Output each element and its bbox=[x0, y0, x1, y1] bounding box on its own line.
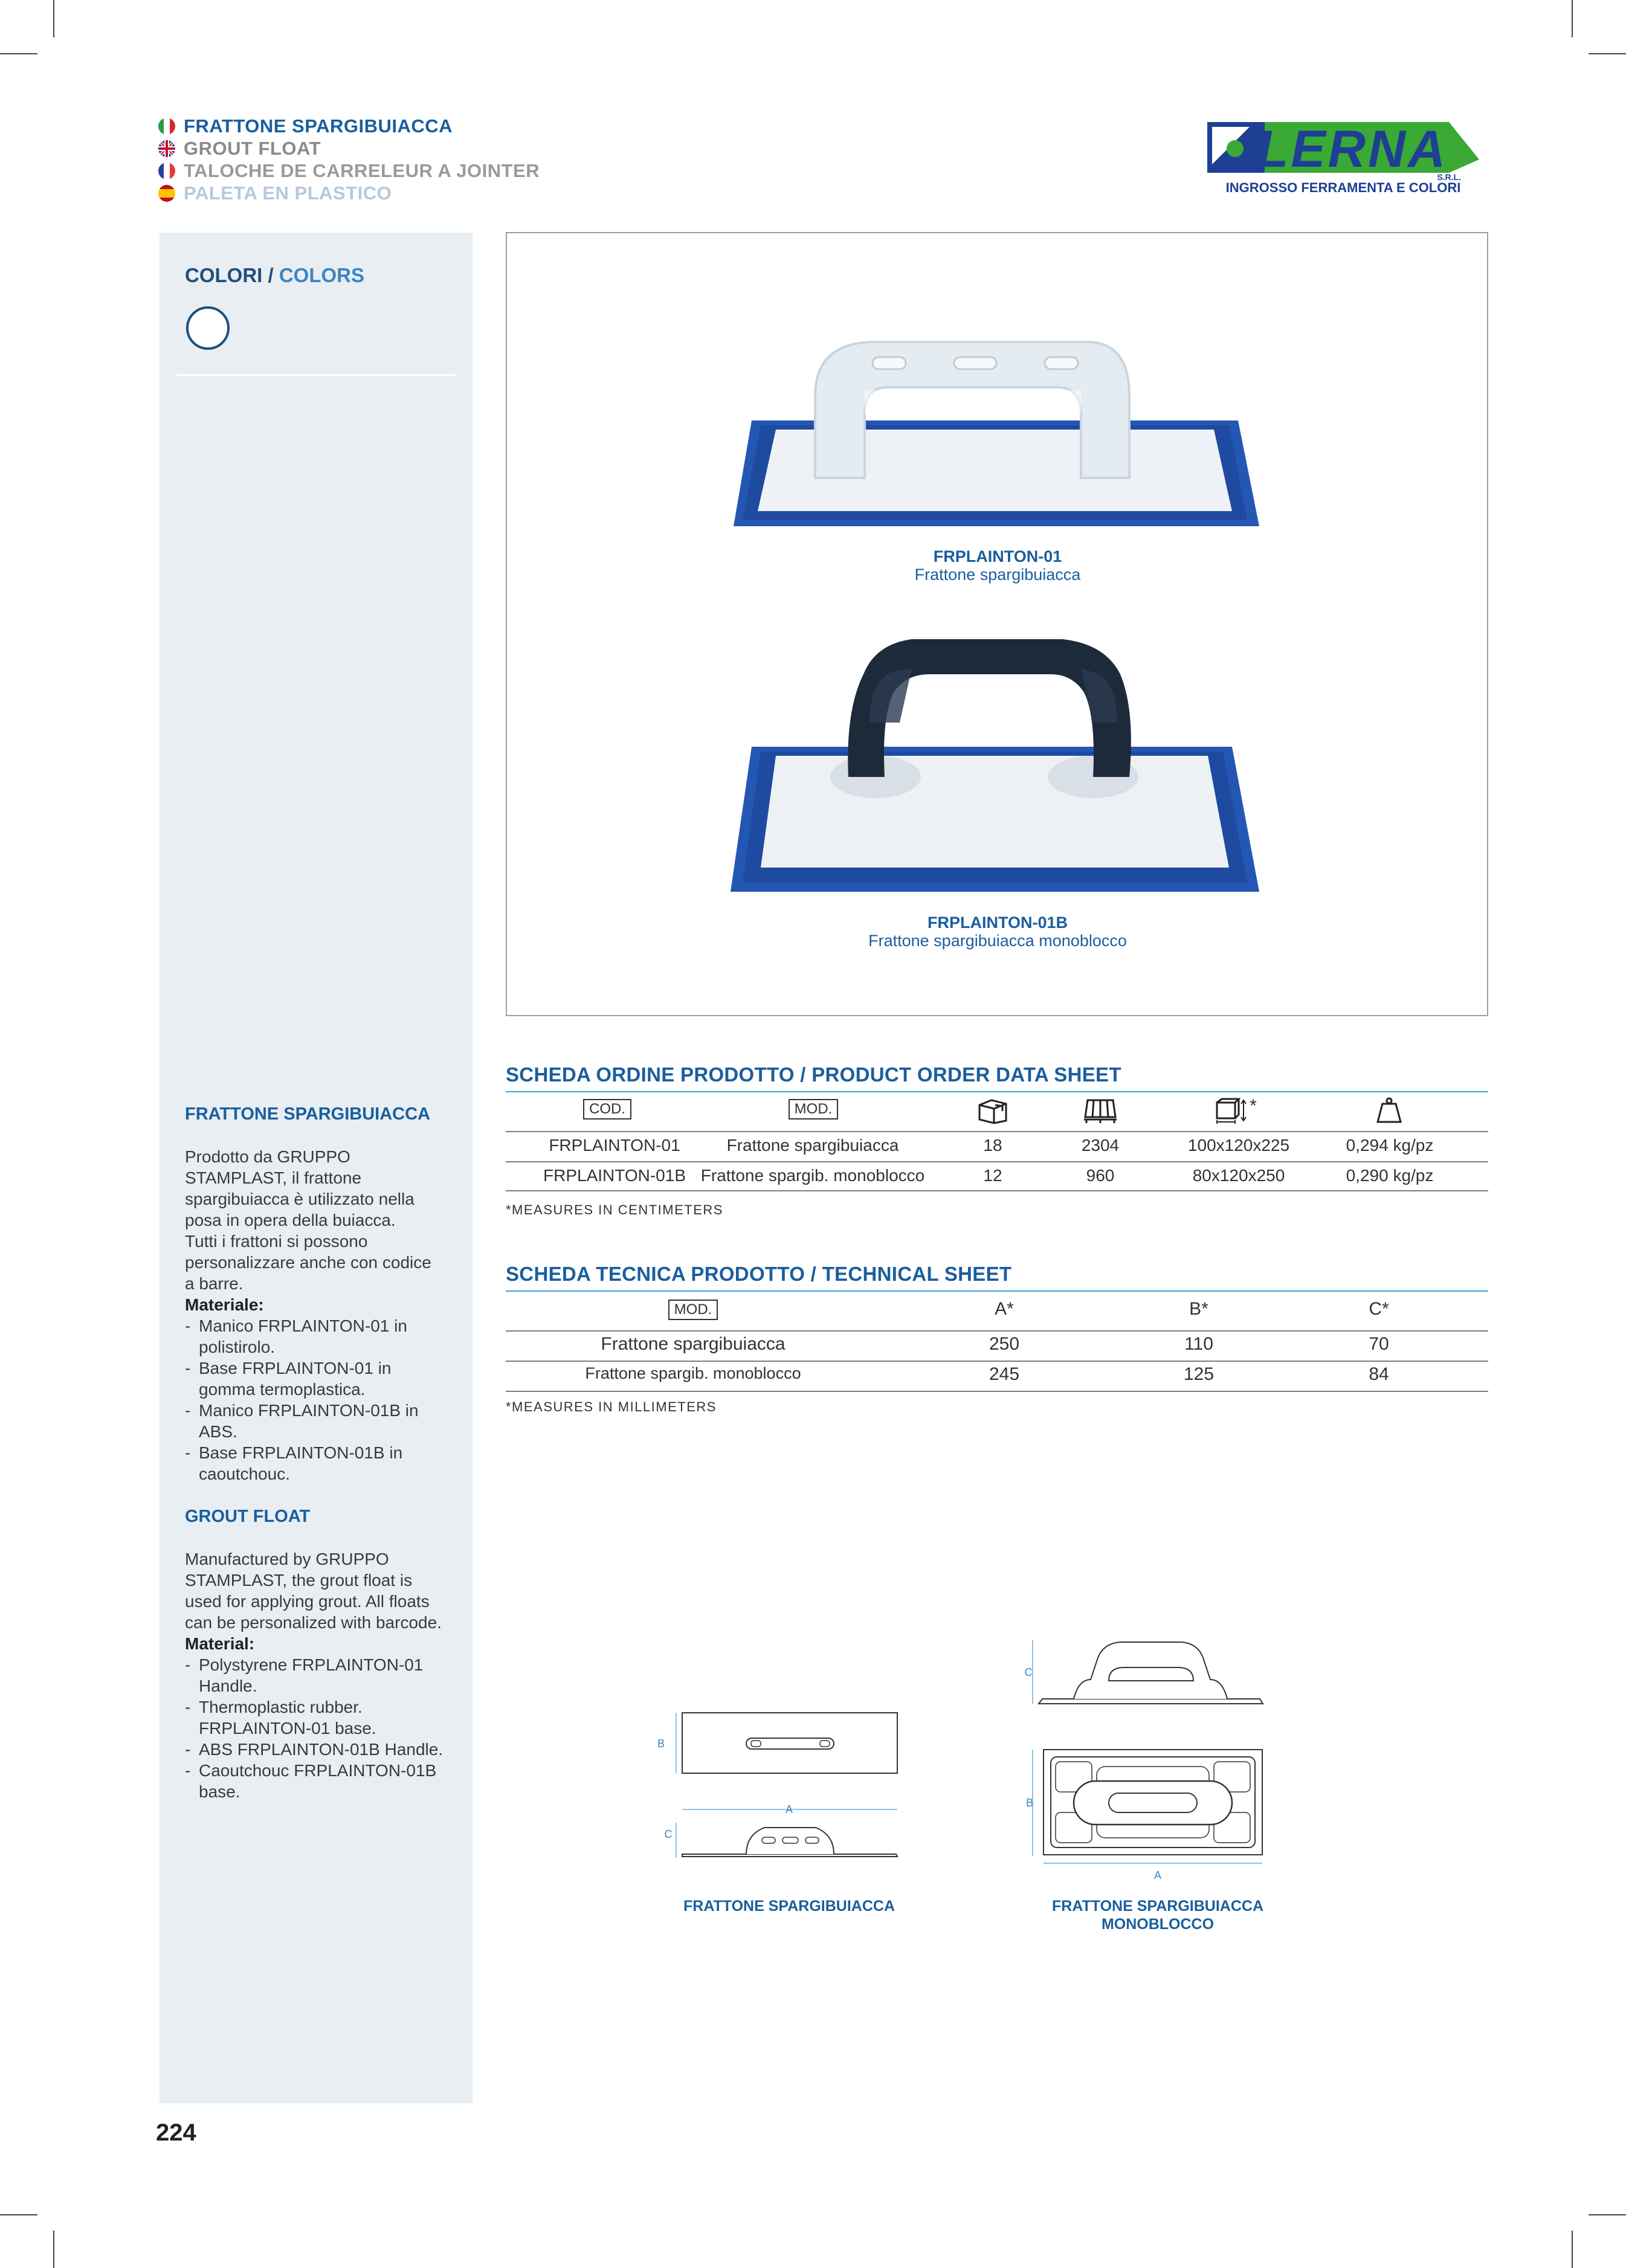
body-line: STAMPLAST, the grout float is bbox=[185, 1571, 413, 1590]
order-row-2-weight: 0,290 kg/pz bbox=[1346, 1166, 1434, 1185]
material-item: - Manico FRPLAINTON-01 in polistirolo. bbox=[185, 1316, 407, 1356]
france-flag-icon bbox=[158, 163, 175, 179]
box-icon bbox=[977, 1097, 1008, 1124]
crop-mark bbox=[53, 0, 54, 37]
crop-mark bbox=[1589, 2214, 1626, 2215]
dimensions-icon bbox=[1215, 1095, 1252, 1126]
dimensions-star: * bbox=[1250, 1096, 1257, 1116]
weight-icon bbox=[1375, 1097, 1403, 1124]
body-line: STAMPLAST, il frattone bbox=[185, 1168, 362, 1187]
caption-frplainton-01 bbox=[756, 547, 1239, 584]
tech-row-rule bbox=[506, 1361, 1488, 1362]
title-en: GROUT FLOAT bbox=[184, 137, 321, 159]
tech-sheet-rule bbox=[506, 1290, 1488, 1292]
tech-row-1-mod: Frattone spargibuiacca bbox=[601, 1334, 786, 1354]
description-it bbox=[185, 1104, 457, 1484]
title-row-it bbox=[158, 115, 540, 137]
item-line: FRPLAINTON-01 base. bbox=[199, 1719, 376, 1738]
order-col-cod bbox=[577, 1098, 637, 1120]
colors-title bbox=[185, 264, 364, 287]
material-item: - Thermoplastic rubber. FRPLAINTON-01 base. bbox=[185, 1698, 376, 1738]
title-row-en bbox=[158, 137, 540, 159]
material-label-it: Materiale: bbox=[185, 1295, 264, 1314]
tech-col-mod bbox=[663, 1299, 723, 1320]
order-row-1-mod: Frattone spargibuiacca bbox=[726, 1136, 899, 1155]
caption-code: FRPLAINTON-01B bbox=[927, 913, 1068, 932]
mod-header-label: MOD. bbox=[789, 1099, 839, 1120]
order-row-2-cod: FRPLAINTON-01B bbox=[543, 1166, 686, 1185]
title-row-fr bbox=[158, 159, 540, 182]
item-line: ABS. bbox=[199, 1422, 237, 1441]
crop-mark bbox=[0, 2214, 37, 2215]
product-photos bbox=[506, 232, 1488, 1016]
product-photo-frplainton-01b bbox=[694, 626, 1305, 892]
dim-a-left: A bbox=[785, 1803, 793, 1815]
body-line: can be personalized with barcode. bbox=[185, 1613, 442, 1632]
item-line: Polystyrene FRPLAINTON-01 bbox=[199, 1655, 424, 1674]
item-line: ABS FRPLAINTON-01B Handle. bbox=[199, 1740, 444, 1759]
tech-row-1-a: 250 bbox=[989, 1334, 1020, 1354]
description-en-heading: GROUT FLOAT bbox=[185, 1507, 311, 1526]
material-item: - Base FRPLAINTON-01 in gomma termoplastica. bbox=[185, 1359, 392, 1399]
pallet-icon bbox=[1083, 1097, 1118, 1124]
tech-row-1-b: 110 bbox=[1184, 1334, 1213, 1354]
tech-row-1-c: 70 bbox=[1369, 1334, 1389, 1354]
drawing-label-right-line1: FRATTONE SPARGIBUIACCA bbox=[1052, 1898, 1263, 1915]
spain-flag-icon bbox=[158, 185, 175, 202]
order-row-rule bbox=[506, 1190, 1488, 1191]
body-line: posa in opera della buiacca. bbox=[185, 1211, 396, 1229]
order-col-mod bbox=[783, 1098, 844, 1120]
order-row-1-pallet: 2304 bbox=[1081, 1136, 1120, 1155]
tech-col-b: B* bbox=[1189, 1299, 1208, 1319]
cod-header-label: COD. bbox=[583, 1099, 631, 1120]
dim-c-right: C bbox=[1024, 1666, 1033, 1678]
caption-frplainton-01b bbox=[756, 913, 1239, 950]
crop-mark bbox=[1589, 53, 1626, 54]
material-item: - Polystyrene FRPLAINTON-01 Handle. bbox=[185, 1655, 424, 1695]
item-line: polistirolo. bbox=[199, 1338, 276, 1356]
order-row-rule bbox=[506, 1161, 1488, 1162]
header-titles bbox=[158, 115, 540, 204]
color-swatch-white bbox=[186, 306, 230, 350]
tech-col-a: A* bbox=[995, 1299, 1014, 1319]
description-it-body bbox=[185, 1146, 457, 1294]
caption-name: Frattone spargibuiacca bbox=[914, 565, 1081, 584]
svg-text:INGROSSO FERRAMENTA E COLORI: INGROSSO FERRAMENTA E COLORI bbox=[1225, 180, 1461, 195]
description-it-heading: FRATTONE SPARGIBUIACCA bbox=[185, 1104, 430, 1124]
order-sheet-title: SCHEDA ORDINE PRODOTTO / PRODUCT ORDER DATA SHEET bbox=[506, 1063, 1121, 1086]
caption-name: Frattone spargibuiacca monoblocco bbox=[868, 932, 1127, 950]
body-line: used for applying grout. All floats bbox=[185, 1592, 430, 1611]
caption-code: FRPLAINTON-01 bbox=[933, 547, 1062, 565]
item-line: Base FRPLAINTON-01B in bbox=[199, 1443, 403, 1462]
order-row-1-box: 18 bbox=[983, 1136, 1002, 1155]
order-row-1-cod: FRPLAINTON-01 bbox=[549, 1136, 680, 1155]
crop-mark bbox=[0, 53, 37, 54]
material-item: - Manico FRPLAINTON-01B in ABS. bbox=[185, 1401, 419, 1441]
title-fr: TALOCHE DE CARRELEUR A JOINTER bbox=[184, 159, 540, 181]
title-row-es bbox=[158, 182, 540, 204]
material-item: - Base FRPLAINTON-01B in caoutchouc. bbox=[185, 1443, 403, 1483]
tech-row-2-b: 125 bbox=[1183, 1364, 1215, 1384]
description-en-body bbox=[185, 1548, 457, 1633]
uk-flag-icon bbox=[158, 140, 175, 157]
drawing-monoblocco bbox=[1024, 1631, 1272, 1879]
item-line: base. bbox=[199, 1782, 240, 1801]
body-line: spargibuiacca è utilizzato nella bbox=[185, 1190, 415, 1208]
tech-row-2-c: 84 bbox=[1369, 1364, 1389, 1384]
order-row-2-dims: 80x120x250 bbox=[1192, 1166, 1285, 1185]
sidebar bbox=[160, 233, 473, 2103]
tech-row-2-mod: Frattone spargib. monoblocco bbox=[585, 1364, 801, 1382]
order-row-1-dims: 100x120x225 bbox=[1187, 1136, 1290, 1155]
svg-text:S.R.L.: S.R.L. bbox=[1437, 172, 1461, 182]
body-line: personalizzare anche con codice bbox=[185, 1253, 431, 1272]
drawing-float-top-view bbox=[656, 1707, 903, 1870]
tech-row-rule bbox=[506, 1391, 1488, 1392]
tech-note: *MEASURES IN MILLIMETERS bbox=[506, 1399, 717, 1414]
colors-label-it: COLORI / bbox=[185, 264, 274, 286]
sidebar-divider bbox=[176, 374, 456, 376]
item-line: Handle. bbox=[199, 1677, 257, 1695]
drawing-label-right bbox=[1037, 1897, 1279, 1933]
body-line: Tutti i frattoni si possono bbox=[185, 1232, 368, 1251]
dim-a-right: A bbox=[1153, 1869, 1161, 1881]
material-label-en: Material: bbox=[185, 1634, 255, 1653]
company-logo bbox=[1207, 117, 1479, 196]
order-row-2-box: 12 bbox=[983, 1166, 1002, 1185]
order-sheet-rule bbox=[506, 1091, 1488, 1092]
item-line: Thermoplastic rubber. bbox=[199, 1698, 363, 1716]
item-line: Manico FRPLAINTON-01B in bbox=[199, 1401, 419, 1420]
material-item: - Caoutchouc FRPLAINTON-01B base. bbox=[185, 1761, 437, 1801]
order-row-2-mod: Frattone spargib. monoblocco bbox=[700, 1166, 925, 1185]
title-es: PALETA EN PLASTICO bbox=[184, 182, 392, 204]
crop-mark bbox=[1572, 0, 1573, 37]
order-row-2-pallet: 960 bbox=[1086, 1166, 1115, 1185]
tech-mod-header-label: MOD. bbox=[668, 1300, 718, 1320]
item-line: caoutchouc. bbox=[199, 1464, 290, 1483]
italy-flag-icon bbox=[158, 118, 175, 135]
dim-b-right: B bbox=[1025, 1797, 1033, 1809]
title-it: FRATTONE SPARGIBUIACCA bbox=[184, 115, 453, 137]
tech-sheet-title: SCHEDA TECNICA PRODOTTO / TECHNICAL SHEET bbox=[506, 1263, 1012, 1285]
order-header-rule bbox=[506, 1131, 1488, 1132]
description-en bbox=[185, 1506, 457, 1802]
item-line: Base FRPLAINTON-01 in bbox=[199, 1359, 392, 1377]
crop-mark bbox=[53, 2231, 54, 2268]
order-row-1-weight: 0,294 kg/pz bbox=[1346, 1136, 1434, 1155]
colors-label-en: COLORS bbox=[279, 264, 365, 286]
item-line: gomma termoplastica. bbox=[199, 1380, 366, 1399]
dim-b-left: B bbox=[657, 1738, 665, 1750]
body-line: a barre. bbox=[185, 1274, 244, 1293]
page-number: 224 bbox=[156, 2119, 196, 2146]
crop-mark bbox=[1572, 2231, 1573, 2268]
dim-c-left: C bbox=[664, 1828, 673, 1840]
order-note: *MEASURES IN CENTIMETERS bbox=[506, 1202, 723, 1217]
item-line: Manico FRPLAINTON-01 in bbox=[199, 1316, 407, 1335]
tech-row-2-a: 245 bbox=[989, 1364, 1020, 1384]
tech-col-c: C* bbox=[1369, 1299, 1389, 1319]
tech-header-rule bbox=[506, 1330, 1488, 1332]
drawing-label-left: FRATTONE SPARGIBUIACCA bbox=[683, 1898, 895, 1915]
svg-text:LERNA: LERNA bbox=[1256, 120, 1448, 178]
body-line: Prodotto da GRUPPO bbox=[185, 1147, 350, 1166]
item-line: Caoutchouc FRPLAINTON-01B bbox=[199, 1761, 437, 1780]
body-line: Manufactured by GRUPPO bbox=[185, 1550, 389, 1568]
material-item: - ABS FRPLAINTON-01B Handle. bbox=[185, 1740, 444, 1759]
drawing-label-right-line2: MONOBLOCCO bbox=[1101, 1916, 1215, 1933]
product-photo-frplainton-01 bbox=[706, 330, 1286, 535]
